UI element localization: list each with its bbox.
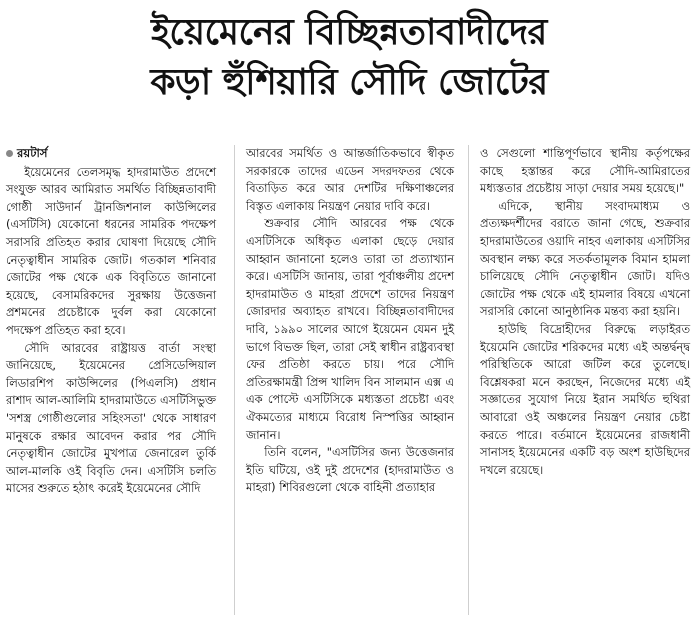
paragraph: ও সেগুলো শান্তিপূর্ণভাবে স্থানীয় কর্তৃপক্ষের কাছে হস্তান্তর করে সৌদি-আমিরাতের মধ্যস্ততার প্রচেষ্টায় সাড়া দেয়ার সময় হয়েছে।" — [480, 146, 690, 196]
paragraph: শুক্রবার সৌদি আরবের পক্ষ থেকে এসটিসিকে অধিকৃত এলাকা ছেড়ে দেয়ার আহ্বান জানানো হলেও তারা তা প্রত্যাখ্যান করে। এসটিসি জানায়, তারা পূর্বাঞ্চলীয় প্রদেশ হাদরামাউত ও মাহরা প্রদেশে তাদের নিয়ন্ত্রণ জোরদার অব্যাহত রাখবে। বিচ্ছিন্নতাবাদীদের দাবি, ১৯৯০ সালের আগে ইয়েমেন যেমন দুই ভাগে বিভক্ত ছিল, তারা সেই স্বাধীন রাষ্ট্রব্যবস্থা ফের প্রতিষ্ঠা করতে চায়। পরে সৌদি প্রতিরক্ষামন্ত্রী প্রিন্স খালিদ বিন সালমান এক্স এ এক পোস্টে এসটিসিকে মধ্যস্ততা প্রচেষ্টা এবং ঐকমত্যের মাধ্যমে বিরোধ নিস্পত্তির আহ্বান জানান। — [246, 216, 454, 442]
byline — [6, 145, 216, 163]
headline — [0, 8, 698, 108]
paragraph: এদিকে, স্থানীয় সংবাদমাধ্যম ও প্রত্যক্ষদর্শীদের বরাতে জানা গেছে, শুক্রবার হাদরামাউতের ওয়াদি নাহব এলাকায় এসটিসির অবস্থান লক্ষ্য করে সতর্কতামূলক বিমান হামলা চালিয়েছে সৌদি নেতৃত্বাধীন জোট। যদিও জোটের পক্ষ থেকে এই হামলার বিষয়ে এখনো সরাসরি কোনো আনুষ্ঠানিক মন্তব্য করা হয়নি। — [480, 198, 690, 319]
article-column-1 — [6, 145, 216, 498]
headline-line-1: ইয়েমেনের বিচ্ছিন্নতাবাদীদের — [151, 12, 547, 53]
byline-text: রয়টার্স — [17, 146, 48, 160]
column-divider — [468, 145, 469, 615]
paragraph: তিনি বলেন, "এসটিসির জন্য উত্তেজনার ইতি ঘটিয়ে, ওই দুই প্রদেশের (হাদরামাউত ও মাহরা) শিবিরগুলো থেকে বাহিনী প্রত্যাহার — [246, 445, 454, 495]
bullet-icon — [6, 150, 13, 157]
paragraph: সৌদি আরবের রাষ্ট্রায়ত্ত বার্তা সংস্থা জানিয়েছে, ইয়েমেনের প্রেসিডেন্সিয়াল লিডারশিপ কাউন্সিলের (পিএলসি) প্রধান রাশাদ আল-আলিমি হাদরামাউতে এসটিসিভুক্ত 'সশস্ত্র গোষ্ঠীগুলোর সহিংসতা' থেকে সাধারণ মানুষকে রক্ষার আবেদন করার পর সৌদি নেতৃত্বাধীন জোটের মুখপাত্র জেনারেল তুর্কি আল-মালকি ওই বিবৃতি দেন। এসটিসি চলতি মাসের শুরুতে হঠাৎ করেই ইয়েমেনের সৌদি — [6, 340, 216, 496]
headline-line-2: কড়া হুঁশিয়ারি সৌদি জোটের — [150, 62, 548, 103]
article-column-2 — [246, 145, 454, 497]
article-column-3 — [480, 145, 690, 479]
column-divider — [234, 145, 235, 615]
paragraph: হাউছি বিদ্রোহীদের বিরুদ্ধে লড়াইরত ইয়েমেনি জোটের শরিকদের মধ্যে এই অন্তর্দ্বন্দ্ব পরিস্থিতিকে আরো জটিল করে তুলেছে। বিশ্লেষকরা মনে করছেন, নিজেদের মধ্যে এই সজ্ঞাতের সুযোগ নিয়ে ইরান সমর্থিত হুথিরা আবারো ওই অঞ্চলের নিয়ন্ত্রণ নেয়ার চেষ্টা করতে পারে। বর্তমানে ইয়েমেনের রাজধানী সানাসহ ইয়েমেনের একটি বড় অংশ হাউছিদের দখলে রয়েছে। — [480, 321, 690, 477]
paragraph: আরবের সমর্থিত ও আন্তর্জাতিকভাবে স্বীকৃত সরকারকে তাদের এডেন সদরদফতর থেকে বিতাড়িত করে আর দেশটির দক্ষিণাঞ্চলের বিস্তৃত এলাকায় নিয়ন্ত্রণ নেয়ার দাবি করে। — [246, 146, 454, 213]
paragraph: ইয়েমেনের তেলসমৃদ্ধ হাদরামাউত প্রদেশে সংযুক্ত আরব আমিরাত সমর্থিত বিচ্ছিন্নতাবাদী গোষ্ঠী সাউদার্ন ট্রানজিশনাল কাউন্সিলের (এসটিসি) যেকোনো ধরনের সামরিক পদক্ষেপ সরাসরি প্রতিহত করার ঘোষণা দিয়েছে সৌদি নেতৃত্বাধীন সামরিক জোট। গতকাল শনিবার জোটের পক্ষ থেকে এক বিবৃতিতে জানানো হয়েছে, বেসামরিকদের সুরক্ষায় উত্তেজনা প্রশমনের প্রচেষ্টাকে দুর্বল করা যেকোনো পদক্ষেপ প্রতিহত করা হবে। — [6, 164, 216, 337]
